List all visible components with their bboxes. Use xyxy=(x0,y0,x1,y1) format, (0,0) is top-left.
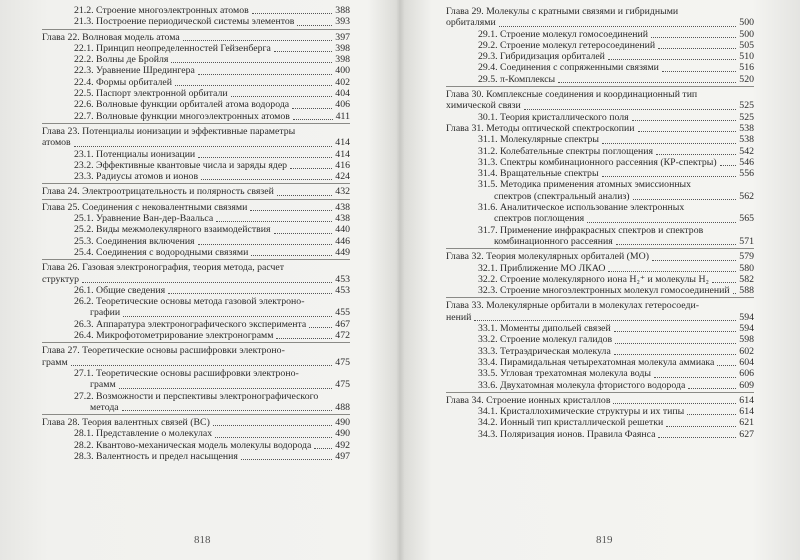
toc-section-entry xyxy=(42,247,350,258)
toc-section-entry xyxy=(42,319,350,330)
toc-page-number: 520 xyxy=(739,73,754,85)
toc-leader-dots xyxy=(614,354,737,355)
toc-entry-title: Глава 30. Комплексные соединения и координационный тип xyxy=(446,89,698,101)
toc-leader-dots xyxy=(720,165,737,166)
toc-leader-dots xyxy=(213,425,332,426)
toc-section-entry xyxy=(446,202,754,213)
toc-page-number: 492 xyxy=(335,439,350,451)
toc-section-entry xyxy=(446,40,754,51)
toc-leader-dots xyxy=(632,120,737,121)
toc-page-number: 414 xyxy=(335,137,350,149)
toc-page-number: 562 xyxy=(739,190,754,202)
chapter-divider xyxy=(42,29,350,30)
toc-section-entry xyxy=(446,429,754,440)
toc-page-number: 525 xyxy=(739,100,754,112)
toc-leader-dots xyxy=(123,316,332,317)
toc-entry-title: Глава 31. Методы оптической спектроскопии xyxy=(446,122,635,134)
toc-entry-title: Глава 22. Волновая модель атома xyxy=(42,31,180,43)
toc-section-entry xyxy=(446,213,754,224)
toc-entry-title: 31.5. Методика применения атомных эмиссионных xyxy=(478,179,692,191)
toc-section-entry xyxy=(446,29,754,40)
toc-page-number: 542 xyxy=(739,145,754,157)
toc-page-number: 588 xyxy=(739,285,754,297)
chapter-divider xyxy=(42,414,350,415)
toc-leader-dots xyxy=(274,51,332,52)
toc-section-entry xyxy=(42,285,350,296)
toc-page-number: 475 xyxy=(335,356,350,368)
toc-entry-title: орбиталями xyxy=(446,17,496,29)
toc-entry-title: 22.6. Волновые функции орбиталей атома водорода xyxy=(74,99,290,111)
toc-page-number: 438 xyxy=(335,201,350,213)
toc-section-entry xyxy=(42,236,350,247)
left-toc xyxy=(42,5,350,462)
toc-section-entry xyxy=(446,323,754,334)
toc-page-number: 411 xyxy=(335,110,350,122)
toc-page-number: 440 xyxy=(335,224,350,236)
toc-leader-dots xyxy=(74,146,333,147)
toc-leader-dots xyxy=(119,388,333,389)
toc-section-entry xyxy=(446,168,754,179)
toc-entry-title: 23.2. Эффективные квантовые числа и заряды ядер xyxy=(74,159,288,171)
toc-entry-title: 21.2. Строение многоэлектронных атомов xyxy=(74,5,249,16)
toc-leader-dots xyxy=(201,179,332,180)
toc-page-number: 400 xyxy=(335,65,350,77)
toc-section-entry xyxy=(446,112,754,123)
toc-page-number: 475 xyxy=(335,379,350,391)
toc-entry-title: Глава 24. Электроотрицательность и полярность связей xyxy=(42,186,274,198)
toc-page-number: 472 xyxy=(335,330,350,342)
toc-entry-title: 29.5. π-Комплексы xyxy=(478,73,556,85)
toc-entry-title: 22.1. Принцип неопределенностей Гейзенберга xyxy=(74,42,271,54)
toc-entry-title: 29.1. Строение молекул гомосоединений xyxy=(478,28,648,40)
toc-entry-title: 31.6. Аналитическое использование электронных xyxy=(478,202,685,214)
toc-entry-title: 23.3. Радиусы атомов и ионов xyxy=(74,171,199,183)
toc-section-entry xyxy=(42,43,350,54)
toc-page-number: 627 xyxy=(739,428,754,440)
toc-page-number: 500 xyxy=(739,17,754,29)
toc-section-entry xyxy=(42,54,350,65)
toc-entry-title: 21.3. Построение периодической системы элементов xyxy=(74,16,295,28)
toc-leader-dots xyxy=(658,437,736,438)
chapter-divider xyxy=(42,259,350,260)
toc-page-number: 505 xyxy=(739,39,754,51)
toc-section-entry xyxy=(42,451,350,462)
toc-entry-title: метода xyxy=(90,401,119,413)
toc-page-number: 580 xyxy=(739,262,754,274)
toc-leader-dots xyxy=(602,176,737,177)
toc-chapter-entry xyxy=(42,357,350,368)
chapter-divider xyxy=(446,297,754,298)
toc-leader-dots xyxy=(499,26,737,27)
toc-leader-dots xyxy=(314,448,332,449)
toc-leader-dots xyxy=(616,244,737,245)
chapter-divider xyxy=(446,86,754,87)
toc-page-number: 546 xyxy=(739,156,754,168)
toc-leader-dots xyxy=(662,71,736,72)
toc-leader-dots xyxy=(82,282,332,283)
toc-page-number: 594 xyxy=(739,323,754,335)
toc-section-entry xyxy=(446,157,754,168)
toc-section-entry xyxy=(42,296,350,307)
toc-page-number: 525 xyxy=(739,111,754,123)
toc-leader-dots xyxy=(658,48,736,49)
toc-entry-title: 30.1. Теория кристаллического поля xyxy=(478,111,629,123)
toc-section-entry xyxy=(42,307,350,318)
toc-page-number: 488 xyxy=(335,401,350,413)
toc-section-entry xyxy=(42,224,350,235)
toc-entry-title: 33.1. Моменты дипольей связей xyxy=(478,323,611,335)
toc-chapter-entry xyxy=(42,345,350,356)
toc-page-number: 510 xyxy=(739,51,754,63)
toc-leader-dots xyxy=(216,221,332,222)
toc-entry-title: грамм xyxy=(90,379,116,391)
toc-entry-title: 31.3. Спектры комбинационного рассеяния (КР-спектры) xyxy=(478,156,717,168)
toc-entry-title: 28.3. Валентность и предел насыщения xyxy=(74,450,238,462)
toc-entry-title: 29.2. Строение молекул гетеросоединений xyxy=(478,39,656,51)
toc-section-entry xyxy=(446,179,754,190)
toc-entry-title: 34.3. Поляризация ионов. Правила Фаянса xyxy=(478,428,656,440)
toc-page-number: 500 xyxy=(739,28,754,40)
right-toc xyxy=(446,6,754,440)
toc-leader-dots xyxy=(733,293,737,294)
toc-section-entry xyxy=(446,285,754,296)
toc-section-entry xyxy=(446,62,754,73)
toc-section-entry xyxy=(446,357,754,368)
toc-page-number: 497 xyxy=(335,450,350,462)
toc-entry-title: 32.1. Приближение МО ЛКАО xyxy=(478,262,606,274)
toc-page-number: 393 xyxy=(335,16,350,28)
toc-page-number: 424 xyxy=(335,171,350,183)
toc-section-entry xyxy=(42,171,350,182)
toc-page-number: 402 xyxy=(335,76,350,88)
toc-page-number: 579 xyxy=(739,251,754,263)
toc-entry-title: Глава 29. Молекулы с кратными связями и гибридными xyxy=(446,6,679,17)
toc-entry-title: Глава 32. Теория молекулярных орбиталей (МО) xyxy=(446,251,649,263)
toc-entry-title: Глава 25. Соединения с нековалентными связями xyxy=(42,201,248,213)
toc-page-number: 538 xyxy=(739,122,754,134)
toc-entry-title: Глава 26. Газовая электронография, теория метода, расчет xyxy=(42,262,285,274)
toc-page-number: 404 xyxy=(335,88,350,100)
toc-leader-dots xyxy=(638,131,737,132)
toc-leader-dots xyxy=(666,426,736,427)
toc-entry-title: 33.2. Строение молекул галидов xyxy=(478,334,613,346)
toc-entry-title: 33.3. Тетраэдрическая молекула xyxy=(478,345,611,357)
toc-leader-dots xyxy=(198,244,333,245)
toc-entry-title: 33.6. Двухатомная молекула фтористого водорода xyxy=(478,379,686,391)
toc-entry-title: 29.4. Соединения с сопряженными связями xyxy=(478,62,659,74)
toc-page-number: 455 xyxy=(335,307,350,319)
page-number-left: 818 xyxy=(194,534,211,546)
toc-page-number: 516 xyxy=(739,62,754,74)
toc-section-entry xyxy=(446,134,754,145)
toc-section-entry xyxy=(446,346,754,357)
toc-section-entry xyxy=(446,51,754,62)
toc-page-number: 571 xyxy=(739,235,754,247)
toc-entry-title: 25.3. Соединения включения xyxy=(74,235,195,247)
toc-section-entry xyxy=(42,160,350,171)
toc-section-entry xyxy=(42,402,350,413)
toc-section-entry xyxy=(42,88,350,99)
toc-page-number: 614 xyxy=(739,406,754,418)
toc-section-entry xyxy=(446,380,754,391)
toc-leader-dots xyxy=(290,168,332,169)
toc-leader-dots xyxy=(656,154,736,155)
toc-chapter-entry xyxy=(42,262,350,273)
toc-page-number: 467 xyxy=(335,318,350,330)
toc-chapter-entry xyxy=(42,417,350,428)
toc-page-number: 609 xyxy=(739,379,754,391)
toc-leader-dots xyxy=(524,109,737,110)
toc-entry-title: грамм xyxy=(42,356,68,368)
chapter-divider xyxy=(42,123,350,124)
toc-page-number: 602 xyxy=(739,345,754,357)
toc-page-number: 453 xyxy=(335,284,350,296)
toc-chapter-entry xyxy=(42,186,350,197)
toc-chapter-entry xyxy=(446,251,754,262)
toc-page-number: 565 xyxy=(739,213,754,225)
toc-leader-dots xyxy=(252,13,333,14)
toc-entry-title: Глава 34. Строение ионных кристаллов xyxy=(446,394,611,406)
toc-entry-title: Глава 27. Теоретические основы расшифровки электроно- xyxy=(42,345,285,357)
toc-leader-dots xyxy=(474,320,736,321)
toc-leader-dots xyxy=(558,82,736,83)
toc-entry-title: структур xyxy=(42,273,79,285)
toc-entry-title: 31.7. Применение инфракрасных спектров и спектров xyxy=(478,224,704,236)
toc-leader-dots xyxy=(309,327,332,328)
toc-page-number: 414 xyxy=(335,148,350,160)
toc-page-number: 388 xyxy=(335,5,350,16)
chapter-divider xyxy=(42,342,350,343)
chapter-divider xyxy=(446,392,754,393)
toc-chapter-entry xyxy=(42,274,350,285)
toc-chapter-entry xyxy=(42,137,350,148)
toc-leader-dots xyxy=(168,293,332,294)
toc-section-entry xyxy=(42,5,350,16)
toc-leader-dots xyxy=(198,157,332,158)
toc-entry-title: 23.1. Потенциалы ионизации xyxy=(74,148,196,160)
toc-chapter-entry xyxy=(42,32,350,43)
toc-entry-title: 32.3. Строение многоэлектронных молекул гомосоединений xyxy=(478,285,730,297)
toc-leader-dots xyxy=(587,222,736,223)
toc-leader-dots xyxy=(231,96,333,97)
toc-section-entry xyxy=(42,330,350,341)
toc-entry-title: атомов xyxy=(42,137,71,149)
chapter-divider xyxy=(42,199,350,200)
toc-section-entry xyxy=(446,191,754,202)
right-page xyxy=(400,0,800,560)
toc-entry-title: 34.1. Кристаллохимические структуры и их типы xyxy=(478,406,685,418)
toc-leader-dots xyxy=(614,331,737,332)
toc-entry-title: 31.1. Молекулярные спектры xyxy=(478,134,599,146)
toc-page-number: 490 xyxy=(335,417,350,429)
toc-page-number: 398 xyxy=(335,42,350,54)
toc-entry-title: 33.5. Угловая трехатомная молекула воды xyxy=(478,368,651,380)
toc-leader-dots xyxy=(183,40,333,41)
toc-page-number: 621 xyxy=(739,417,754,429)
toc-entry-title: спектров (спектральный анализ) xyxy=(494,190,630,202)
toc-leader-dots xyxy=(277,195,332,196)
toc-leader-dots xyxy=(652,260,736,261)
toc-page-number: 604 xyxy=(739,356,754,368)
toc-page-number: 416 xyxy=(335,159,350,171)
toc-page-number: 406 xyxy=(335,99,350,111)
toc-entry-title: 32.2. Строение молекулярного иона H₂⁺ и молекулы H₂ xyxy=(478,273,709,285)
toc-leader-dots xyxy=(215,437,332,438)
toc-leader-dots xyxy=(712,282,736,283)
toc-leader-dots xyxy=(292,108,332,109)
toc-section-entry xyxy=(446,406,754,417)
toc-leader-dots xyxy=(688,388,736,389)
toc-page-number: 556 xyxy=(739,168,754,180)
toc-leader-dots xyxy=(608,59,736,60)
toc-page-number: 398 xyxy=(335,54,350,66)
toc-entry-title: 26.4. Микрофотометрирование электронограмм xyxy=(74,330,274,342)
toc-page-number: 449 xyxy=(335,246,350,258)
toc-entry-title: 27.2. Возможности и перспективы электронографического xyxy=(74,390,319,402)
toc-entry-title: комбинационного рассеяния xyxy=(494,235,613,247)
toc-entry-title: 25.1. Уравнение Ван-дер-Ваальса xyxy=(74,213,214,225)
toc-section-entry xyxy=(446,368,754,379)
toc-leader-dots xyxy=(251,255,332,256)
toc-chapter-entry xyxy=(446,6,754,17)
toc-chapter-entry xyxy=(446,17,754,28)
toc-page-number: 606 xyxy=(739,368,754,380)
toc-entry-title: спектров поглощения xyxy=(494,213,585,225)
toc-page-number: 453 xyxy=(335,273,350,285)
toc-section-entry xyxy=(42,368,350,379)
toc-entry-title: 31.2. Колебательные спектры поглощения xyxy=(478,145,654,157)
toc-leader-dots xyxy=(241,459,332,460)
toc-leader-dots xyxy=(687,414,736,415)
toc-section-entry xyxy=(42,65,350,76)
toc-page-number: 598 xyxy=(739,334,754,346)
toc-leader-dots xyxy=(717,365,736,366)
toc-entry-title: Глава 28. Теория валентных связей (ВС) xyxy=(42,417,210,429)
toc-entry-title: 22.2. Волны де Бройля xyxy=(74,54,169,66)
toc-leader-dots xyxy=(198,74,332,75)
toc-leader-dots xyxy=(293,119,333,120)
toc-section-entry xyxy=(42,440,350,451)
toc-section-entry xyxy=(446,74,754,85)
toc-section-entry xyxy=(42,111,350,122)
toc-section-entry xyxy=(446,236,754,247)
toc-chapter-entry xyxy=(42,202,350,213)
toc-section-entry xyxy=(446,334,754,345)
toc-chapter-entry xyxy=(446,300,754,311)
toc-entry-title: 25.4. Соединения с водородными связями xyxy=(74,246,249,258)
toc-leader-dots xyxy=(71,365,333,366)
toc-entry-title: 22.7. Волновые функции многоэлектронных атомов xyxy=(74,110,290,122)
toc-entry-title: 28.2. Квантово-механическая модель молекулы водорода xyxy=(74,439,312,451)
toc-leader-dots xyxy=(297,25,332,26)
toc-leader-dots xyxy=(613,403,736,404)
toc-entry-title: 33.4. Пирамидальная четырехатомная молекула аммиака xyxy=(478,356,715,368)
toc-leader-dots xyxy=(274,233,333,234)
toc-section-entry xyxy=(446,417,754,428)
toc-entry-title: 29.3. Гибридизация орбиталей xyxy=(478,51,605,63)
chapter-divider xyxy=(42,183,350,184)
toc-section-entry xyxy=(42,391,350,402)
toc-entry-title: графии xyxy=(90,307,121,319)
toc-leader-dots xyxy=(276,338,332,339)
toc-entry-title: 31.4. Вращательные спектры xyxy=(478,168,599,180)
toc-entry-title: 26.1. Общие сведения xyxy=(74,284,166,296)
toc-entry-title: 26.2. Теоретические основы метода газовой электроно- xyxy=(74,296,305,308)
toc-leader-dots xyxy=(175,85,332,86)
toc-page-number: 538 xyxy=(739,134,754,146)
toc-leader-dots xyxy=(250,210,332,211)
page-number-right: 819 xyxy=(596,534,613,546)
toc-leader-dots xyxy=(171,62,332,63)
toc-section-entry xyxy=(446,263,754,274)
toc-leader-dots xyxy=(608,271,736,272)
toc-leader-dots xyxy=(654,377,736,378)
toc-section-entry xyxy=(42,428,350,439)
toc-page-number: 582 xyxy=(739,273,754,285)
toc-entry-title: 25.2. Виды межмолекулярного взаимодействия xyxy=(74,224,271,236)
toc-entry-title: 22.5. Паспорт электронной орбитали xyxy=(74,88,228,100)
toc-section-entry xyxy=(42,149,350,160)
toc-entry-title: 34.2. Ионный тип кристаллической решетки xyxy=(478,417,664,429)
toc-leader-dots xyxy=(122,410,333,411)
toc-chapter-entry xyxy=(446,123,754,134)
toc-page-number: 594 xyxy=(739,311,754,323)
toc-section-entry xyxy=(446,225,754,236)
toc-chapter-entry xyxy=(446,89,754,100)
toc-entry-title: 22.3. Уравнение Шредингера xyxy=(74,65,195,77)
toc-leader-dots xyxy=(602,143,736,144)
toc-entry-title: 22.4. Формы орбиталей xyxy=(74,76,173,88)
toc-entry-title: 27.1. Теоретические основы расшифровки электроно- xyxy=(74,367,299,379)
toc-section-entry xyxy=(446,274,754,285)
toc-section-entry xyxy=(42,213,350,224)
toc-section-entry xyxy=(42,16,350,27)
toc-section-entry xyxy=(446,146,754,157)
toc-chapter-entry xyxy=(446,312,754,323)
chapter-divider xyxy=(446,248,754,249)
toc-section-entry xyxy=(42,77,350,88)
toc-page-number: 438 xyxy=(335,213,350,225)
toc-entry-title: химической связи xyxy=(446,100,521,112)
toc-page-number: 397 xyxy=(335,31,350,43)
toc-entry-title: 28.1. Представление о молекулах xyxy=(74,428,213,440)
toc-page-number: 614 xyxy=(739,394,754,406)
toc-entry-title: Глава 33. Молекулярные орбитали в молекулах гетеросоеди- xyxy=(446,300,700,312)
toc-section-entry xyxy=(42,379,350,390)
toc-section-entry xyxy=(42,99,350,110)
toc-page-number: 490 xyxy=(335,428,350,440)
toc-entry-title: 26.3. Аппаратура электронографического эксперимента xyxy=(74,318,307,330)
toc-page-number: 446 xyxy=(335,235,350,247)
toc-chapter-entry xyxy=(446,395,754,406)
toc-chapter-entry xyxy=(446,100,754,111)
toc-leader-dots xyxy=(615,343,736,344)
toc-chapter-entry xyxy=(42,126,350,137)
toc-entry-title: Глава 23. Потенциалы ионизации и эффективные параметры xyxy=(42,125,296,137)
toc-entry-title: нений xyxy=(446,311,472,323)
toc-leader-dots xyxy=(633,199,737,200)
toc-leader-dots xyxy=(651,37,736,38)
toc-page-number: 432 xyxy=(335,186,350,198)
